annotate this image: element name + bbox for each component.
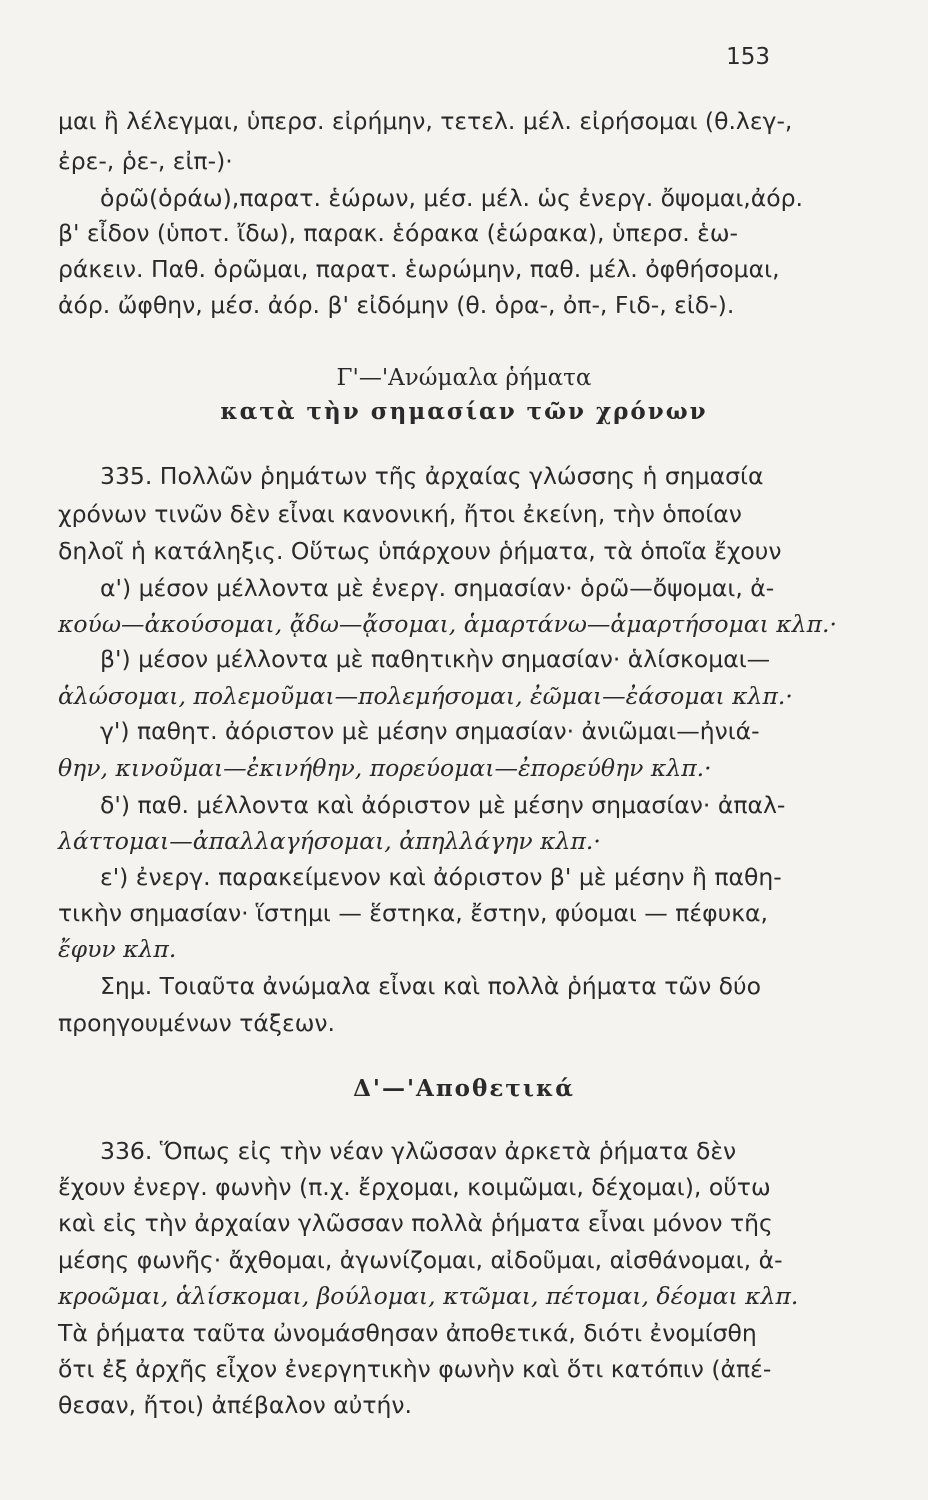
text-line: θεσαν, ἤτοι) ἀπέβαλον αὐτήν. xyxy=(58,1391,412,1419)
text-line: λάττομαι—ἀπαλλαγήσομαι, ἀπηλλάγην κλπ.· xyxy=(58,827,601,855)
text-line: μέσης φωνῆς· ἄχθομαι, ἀγωνίζομαι, αἰδοῦμαι, αἰσθάνομαι, ἀ- xyxy=(58,1246,783,1274)
paragraph-335-line: 335. Πολλῶν ῥημάτων τῆς ἀρχαίας γλώσσης ἡ σημασία xyxy=(100,462,764,490)
text-line: ὅτι ἐξ ἀρχῆς εἶχον ἐνεργητικὴν φωνὴν καὶ ὅτι κατόπιν (ἀπέ- xyxy=(58,1355,772,1383)
text-line: χρόνων τινῶν δὲν εἶναι κανονική, ἤτοι ἐκείνη, τὴν ὁποίαν xyxy=(58,500,742,528)
text-line: ἁλώσομαι, πολεμοῦμαι—πολεμήσομαι, ἐῶμαι—ἐάσομαι κλπ.· xyxy=(58,682,793,710)
list-item-a: α') μέσον μέλλοντα μὲ ἐνεργ. σημασίαν· ὁρῶ—ὄψομαι, ἀ- xyxy=(100,574,775,602)
list-item-e: ε') ἐνεργ. παρακείμενον καὶ ἀόριστον β' μὲ μέσην ἢ παθη- xyxy=(100,863,782,891)
text-line: κροῶμαι, ἁλίσκομαι, βούλομαι, κτῶμαι, πέτομαι, δέομαι κλπ. xyxy=(58,1282,799,1310)
list-item-d: δ') παθ. μέλλοντα καὶ ἀόριστον μὲ μέσην σημασίαν· ἀπαλ- xyxy=(100,791,786,819)
page-number: 153 xyxy=(726,44,770,70)
text-line: Τὰ ῥήματα ταῦτα ὠνομάσθησαν ἀποθετικά, διότι ἐνομίσθη xyxy=(58,1319,757,1347)
list-item-b: β') μέσον μέλλοντα μὲ παθητικὴν σημασίαν· ἁλίσκομαι— xyxy=(100,645,771,673)
note-line: Σημ. Τοιαῦτα ἀνώμαλα εἶναι καὶ πολλὰ ῥήματα τῶν δύο xyxy=(100,972,762,1000)
text-line: μαι ἢ λέλεγμαι, ὑπερσ. εἰρήμην, τετελ. μέλ. εἰρήσομαι (θ.λεγ-, xyxy=(58,107,793,135)
list-item-g: γ') παθητ. ἀόριστον μὲ μέσην σημασίαν· ἀνιῶμαι—ἠνιά- xyxy=(100,717,760,745)
section-subheading-g: κατὰ τὴν σημασίαν τῶν χρόνων xyxy=(220,398,708,425)
text-line: θην, κινοῦμαι—ἐκινήθην, πορεύομαι—ἐπορεύθην κλπ.· xyxy=(58,754,712,782)
text-line: προηγουμένων τάξεων. xyxy=(58,1009,335,1037)
paragraph-336-line: 336. Ὅπως εἰς τὴν νέαν γλῶσσαν ἀρκετὰ ῥήματα δὲν xyxy=(100,1137,737,1165)
section-heading-g: Γ'—'Ανώμαλα ῥήματα xyxy=(336,365,592,391)
text-line: β' εἶδον (ὑποτ. ἴδω), παρακ. ἑόρακα (ἑώρακα), ὑπερσ. ἑω- xyxy=(58,219,739,247)
text-line: τικὴν σημασίαν· ἵστημι — ἕστηκα, ἔστην, φύομαι — πέφυκα, xyxy=(58,899,769,927)
text-line: ἀόρ. ὤφθην, μέσ. ἀόρ. β' εἰδόμην (θ. ὁρα-, ὀπ-, Ϝιδ-, εἰδ-). xyxy=(58,291,735,319)
text-line: ἐρε-, ῥε-, εἰπ-)· xyxy=(58,147,233,175)
text-line: ὁρῶ(ὁράω),παρατ. ἑώρων, μέσ. μέλ. ὡς ἐνεργ. ὄψομαι,ἀόρ. xyxy=(100,184,804,212)
text-line: δηλοῖ ἡ κατάληξις. Οὕτως ὑπάρχουν ῥήματα, τὰ ὁποῖα ἔχουν xyxy=(58,537,782,565)
text-line: ἔφυν κλπ. xyxy=(58,935,177,963)
text-line: ράκειν. Παθ. ὁρῶμαι, παρατ. ἑωρώμην, παθ. μέλ. ὀφθήσομαι, xyxy=(58,255,780,283)
text-line: ἔχουν ἐνεργ. φωνὴν (π.χ. ἔρχομαι, κοιμῶμαι, δέχομαι), οὕτω xyxy=(58,1173,771,1201)
text-line: καὶ εἰς τὴν ἀρχαίαν γλῶσσαν πολλὰ ῥήματα εἶναι μόνον τῆς xyxy=(58,1209,773,1237)
text-line: κούω—ἀκούσομαι, ᾄδω—ᾄσομαι, ἁμαρτάνω—ἁμαρτήσομαι κλπ.· xyxy=(58,610,837,638)
section-heading-d: Δ'—'Αποθετικά xyxy=(353,1075,575,1102)
